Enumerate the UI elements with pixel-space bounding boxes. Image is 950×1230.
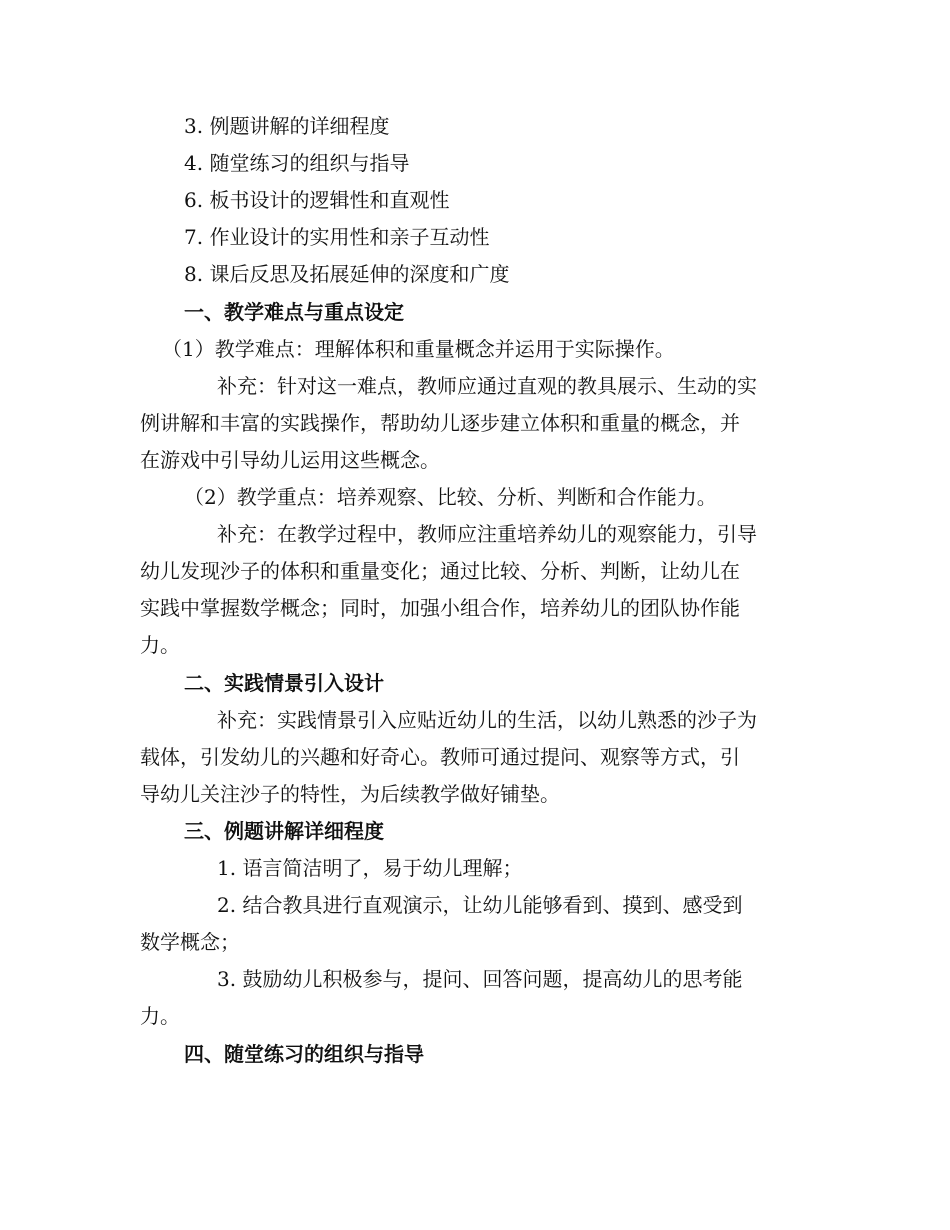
section-heading: 一、教学难点与重点设定: [184, 300, 404, 324]
section-heading: 四、随堂练习的组织与指导: [184, 1042, 424, 1066]
paragraph-line: 幼儿发现沙子的体积和重量变化；通过比较、分析、判断，让幼儿在: [140, 559, 740, 583]
paragraph-line: 补充：在教学过程中，教师应注重培养幼儿的观察能力，引导: [217, 522, 757, 546]
section-heading: 三、例题讲解详细程度: [184, 819, 384, 843]
paragraph-line: 数学概念；: [140, 930, 240, 954]
list-item: 4. 随堂练习的组织与指导: [184, 151, 410, 175]
paragraph-line: 导幼儿关注沙子的特性，为后续教学做好铺垫。: [140, 782, 560, 806]
paragraph-line: 2. 结合教具进行直观演示，让幼儿能够看到、摸到、感受到: [217, 893, 743, 917]
paragraph-line: 1. 语言简洁明了，易于幼儿理解；: [217, 856, 523, 880]
paragraph-line: 实践中掌握数学概念；同时，加强小组合作，培养幼儿的团队协作能: [140, 596, 740, 620]
list-item: 3. 例题讲解的详细程度: [184, 114, 390, 138]
list-item: 7. 作业设计的实用性和亲子互动性: [184, 225, 490, 249]
paragraph-line: 载体，引发幼儿的兴趣和好奇心。教师可通过提问、观察等方式，引: [140, 745, 740, 769]
paragraph-line: （1）教学难点：理解体积和重量概念并运用于实际操作。: [162, 337, 675, 361]
section-heading: 二、实践情景引入设计: [184, 671, 384, 695]
paragraph-line: 在游戏中引导幼儿运用这些概念。: [140, 448, 440, 472]
list-item: 8. 课后反思及拓展延伸的深度和广度: [184, 262, 510, 286]
paragraph-line: （2）教学重点：培养观察、比较、分析、判断和合作能力。: [184, 485, 717, 509]
paragraph-line: 力。: [140, 1004, 180, 1028]
paragraph-line: 补充：实践情景引入应贴近幼儿的生活，以幼儿熟悉的沙子为: [217, 708, 757, 732]
paragraph-line: 3. 鼓励幼儿积极参与，提问、回答问题，提高幼儿的思考能: [217, 967, 743, 991]
paragraph-line: 力。: [140, 633, 180, 657]
paragraph-line: 例讲解和丰富的实践操作，帮助幼儿逐步建立体积和重量的概念，并: [140, 411, 740, 435]
paragraph-line: 补充：针对这一难点，教师应通过直观的教具展示、生动的实: [217, 374, 757, 398]
list-item: 6. 板书设计的逻辑性和直观性: [184, 188, 450, 212]
